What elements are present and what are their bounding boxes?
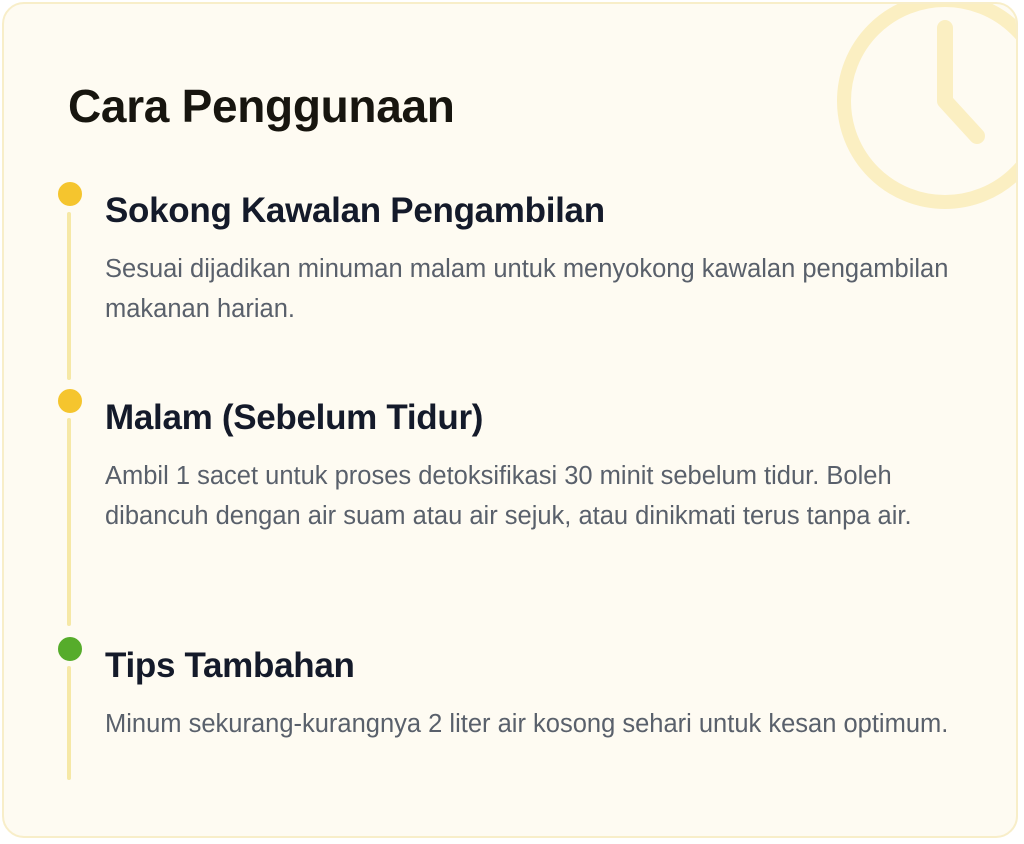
step-description: Minum sekurang-kurangnya 2 liter air kosong sehari untuk kesan optimum. [105,710,949,738]
step-description: Ambil 1 sacet untuk proses detoksifikasi 30 minit sebelum tidur. Boleh dibancuh dengan air suam atau air sejuk, atau dinikmati terus tanpa air. [105,462,912,530]
step-dot [55,386,85,416]
clock-icon [830,2,1018,216]
usage-card [2,2,1018,838]
step-dot [55,179,85,209]
step-dot [55,634,85,664]
timeline-connector [67,666,71,780]
timeline-connector [67,212,71,380]
step-title: Sokong Kawalan Pengambilan [105,191,605,230]
step-description: Sesuai dijadikan minuman malam untuk menyokong kawalan pengambilan makanan harian. [105,255,949,323]
step-title: Malam (Sebelum Tidur) [105,398,484,437]
page-title: Cara Penggunaan [68,80,455,132]
step-title: Tips Tambahan [105,646,355,685]
timeline-connector [67,418,71,626]
